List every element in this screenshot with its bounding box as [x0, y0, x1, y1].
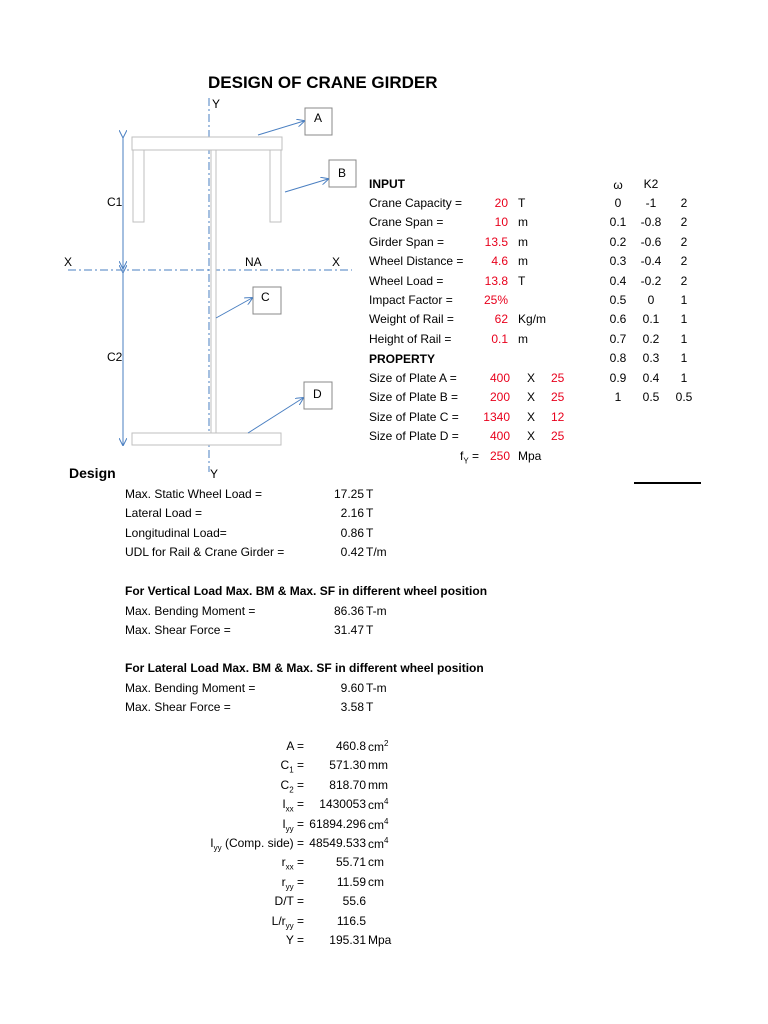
input-unit: m — [518, 331, 528, 346]
section-value: 460.8 — [335, 739, 366, 753]
property-heading: PROPERTY — [369, 352, 436, 366]
input-label: Crane Capacity = — [369, 196, 463, 210]
k2-coef-cell: 2 — [680, 234, 688, 249]
na-label: NA — [245, 255, 262, 269]
arrow-d — [248, 398, 303, 433]
lateral-value: 9.60 — [340, 681, 364, 695]
section-value: 55.71 — [335, 855, 366, 870]
section-value: 61894.296 — [309, 816, 366, 831]
lateral-heading: For Lateral Load Max. BM & Max. SF in different wheel position — [125, 661, 484, 675]
k2-coef-cell: 2 — [680, 254, 688, 269]
input-value: 13.5 — [484, 234, 508, 249]
input-value: 13.8 — [484, 273, 508, 288]
plate-b-right — [270, 150, 281, 222]
x-left-label: X — [64, 255, 73, 269]
fy-label: f — [460, 449, 464, 463]
design-load-value: 0.86 — [340, 525, 364, 540]
input-value: 62 — [494, 312, 508, 327]
input-value: 25% — [483, 293, 508, 307]
section-unit: $cm^4$ — [368, 836, 389, 851]
property-v1: 400 — [489, 371, 510, 385]
k2-header-omega: ω — [613, 178, 623, 192]
plate-c-web — [211, 150, 216, 433]
k2-omega-cell: 0.7 — [609, 331, 627, 346]
k2-value-cell: -1 — [645, 196, 657, 210]
plate-d — [132, 433, 281, 445]
k2-value-cell: -0.4 — [640, 254, 662, 269]
section-value: 818.70 — [329, 777, 366, 792]
section-unit: mm — [368, 758, 388, 773]
input-unit: Kg/m — [518, 312, 547, 327]
k2-value-cell: -0.6 — [640, 234, 662, 249]
input-unit: m — [518, 254, 528, 269]
k2-omega-cell: 0 — [614, 196, 622, 210]
property-x: X — [527, 409, 536, 424]
property-v2: 25 — [551, 371, 565, 385]
box-d-label: D — [313, 387, 322, 401]
design-load-unit: T — [366, 525, 374, 540]
design-load-unit: T — [366, 487, 374, 501]
section-symbol: D/T = — [274, 894, 304, 909]
section-symbol: $r_{yy}$ = — [281, 874, 304, 892]
vertical-unit: T — [366, 623, 374, 638]
section-unit: $cm^4$ — [368, 797, 389, 813]
k2-coef-cell: 2 — [680, 196, 688, 210]
design-load-value: 0.42 — [340, 545, 364, 560]
y-top-label: Y — [212, 97, 221, 111]
input-value: 4.6 — [491, 254, 508, 269]
design-heading: Design — [69, 465, 116, 481]
k2-omega-cell: 1 — [614, 390, 622, 404]
k2-coef-cell: 1 — [680, 370, 688, 385]
input-label: Wheel Distance = — [369, 254, 464, 269]
section-symbol: A = — [286, 739, 304, 753]
arrow-c — [216, 298, 252, 318]
k2-value-cell: 0.1 — [642, 312, 660, 327]
k2-coef-cell: 0.5 — [675, 390, 693, 404]
page-title: DESIGN OF CRANE GIRDER — [208, 73, 438, 92]
input-unit: T — [518, 273, 526, 288]
k2-omega-cell: 0.8 — [609, 351, 627, 366]
k2-omega-cell: 0.5 — [609, 293, 627, 307]
section-symbol: $I_{xx}$ = — [282, 797, 304, 814]
design-load-value: 2.16 — [340, 506, 364, 521]
k2-omega-cell: 0.1 — [609, 215, 627, 230]
y-bottom-label: Y — [210, 467, 219, 481]
vertical-heading: For Vertical Load Max. BM & Max. SF in different wheel position — [125, 584, 488, 598]
separator-line — [634, 482, 701, 484]
lateral-unit: T — [366, 700, 374, 715]
arrow-b — [285, 179, 328, 192]
section-unit: mm — [368, 777, 388, 792]
section-symbol: $r_{xx}$ = — [281, 855, 304, 872]
box-b-label: B — [338, 166, 347, 180]
section-value: 1430053 — [319, 797, 366, 812]
k2-value-cell: -0.2 — [640, 273, 662, 288]
section-value: 116.5 — [336, 913, 366, 928]
property-v2: 25 — [551, 390, 565, 405]
input-unit: T — [518, 196, 526, 210]
k2-omega-cell: 0.2 — [609, 234, 627, 249]
section-unit: Mpa — [368, 933, 392, 947]
input-label: Girder Span = — [369, 234, 445, 249]
section-symbol: $I_{yy}$ = — [282, 816, 304, 833]
section-unit: cm — [368, 874, 384, 889]
property-v1: 1340 — [483, 409, 510, 424]
k2-omega-cell: 0.9 — [609, 370, 627, 385]
input-label: Height of Rail = — [369, 331, 452, 346]
property-label: Size of Plate C = — [369, 409, 459, 424]
fy-eq: = — [468, 449, 480, 463]
input-label: Impact Factor = — [369, 293, 453, 307]
input-label: Wheel Load = — [369, 273, 444, 288]
input-label: Weight of Rail = — [369, 312, 454, 327]
section-symbol: Y = — [285, 933, 304, 947]
input-value: 20 — [494, 196, 508, 210]
vertical-value: 86.36 — [333, 604, 364, 618]
k2-value-cell: -0.8 — [640, 215, 662, 230]
k2-omega-cell: 0.3 — [609, 254, 627, 269]
k2-value-cell: 0.3 — [642, 351, 660, 366]
k2-omega-cell: 0.4 — [609, 273, 627, 288]
section-unit: cm — [368, 855, 384, 870]
property-label: Size of Plate D = — [369, 428, 459, 443]
k2-header-k2: K2 — [643, 177, 659, 191]
plate-b-left — [133, 150, 144, 222]
input-value: 10 — [494, 215, 508, 230]
vertical-label: Max. Bending Moment = — [125, 604, 256, 618]
c1-label: C1 — [107, 195, 123, 209]
property-x: X — [527, 390, 536, 405]
vertical-label: Max. Shear Force = — [125, 623, 231, 638]
box-a-label: A — [314, 111, 323, 125]
design-load-value: 17.25 — [333, 487, 364, 501]
k2-coef-cell: 2 — [680, 273, 688, 288]
fy-value: 250 — [490, 449, 511, 463]
section-value: 571.30 — [329, 758, 366, 773]
input-unit: m — [518, 234, 528, 249]
k2-coef-cell: 1 — [680, 312, 688, 327]
k2-omega-cell: 0.6 — [609, 312, 627, 327]
lateral-label: Max. Bending Moment = — [125, 681, 256, 695]
vertical-value: 31.47 — [333, 623, 364, 638]
k2-coef-cell: 1 — [680, 351, 688, 366]
lateral-label: Max. Shear Force = — [125, 700, 231, 715]
design-load-label: Lateral Load = — [125, 506, 203, 521]
lateral-unit: T-m — [366, 681, 387, 695]
k2-value-cell: 0.5 — [642, 390, 660, 404]
design-load-unit: T/m — [366, 545, 387, 560]
design-load-label: Longitudinal Load= — [125, 525, 227, 540]
property-v2: 25 — [551, 428, 565, 443]
lateral-value: 3.58 — [340, 700, 364, 715]
section-unit: $cm^4$ — [368, 816, 389, 832]
section-value: 195.31 — [329, 933, 366, 947]
input-value: 0.1 — [491, 331, 508, 346]
fy-unit: Mpa — [518, 449, 542, 463]
box-c-label: C — [261, 290, 270, 304]
input-heading: INPUT — [369, 177, 405, 191]
k2-coef-cell: 2 — [680, 215, 688, 230]
property-v1: 400 — [489, 428, 510, 443]
section-symbol: $I_{yy}$ (Comp. side) = — [210, 836, 304, 853]
fy-sub: Y — [463, 456, 469, 466]
design-load-unit: T — [366, 506, 374, 521]
property-x: X — [527, 428, 536, 443]
property-label: Size of Plate A = — [369, 371, 457, 385]
design-load-label: Max. Static Wheel Load = — [125, 487, 263, 501]
section-symbol: $C_1$ = — [280, 758, 304, 775]
section-value: 11.59 — [336, 874, 366, 889]
plate-a — [132, 137, 282, 150]
section-symbol: $C_2$ = — [280, 777, 304, 795]
vertical-unit: T-m — [366, 604, 387, 618]
property-v1: 200 — [489, 390, 510, 405]
section-unit: $cm^2$ — [368, 739, 389, 754]
input-label: Crane Span = — [369, 215, 444, 230]
section-symbol: $L/r_{yy}$ = — [271, 913, 304, 930]
section-value: 55.6 — [342, 894, 366, 909]
k2-coef-cell: 1 — [680, 331, 688, 346]
fy-row — [460, 449, 479, 465]
k2-coef-cell: 1 — [680, 293, 688, 307]
x-right-label: X — [332, 255, 341, 269]
property-x: X — [527, 371, 536, 385]
k2-value-cell: 0.4 — [642, 370, 660, 385]
property-label: Size of Plate B = — [369, 390, 459, 405]
k2-value-cell: 0 — [647, 293, 655, 307]
input-unit: m — [518, 215, 528, 230]
k2-value-cell: 0.2 — [642, 331, 660, 346]
arrow-a — [258, 121, 304, 135]
c2-label: C2 — [107, 350, 123, 364]
design-load-label: UDL for Rail & Crane Girder = — [125, 545, 285, 560]
property-v2: 12 — [551, 409, 565, 424]
section-value: 48549.533 — [309, 836, 366, 850]
